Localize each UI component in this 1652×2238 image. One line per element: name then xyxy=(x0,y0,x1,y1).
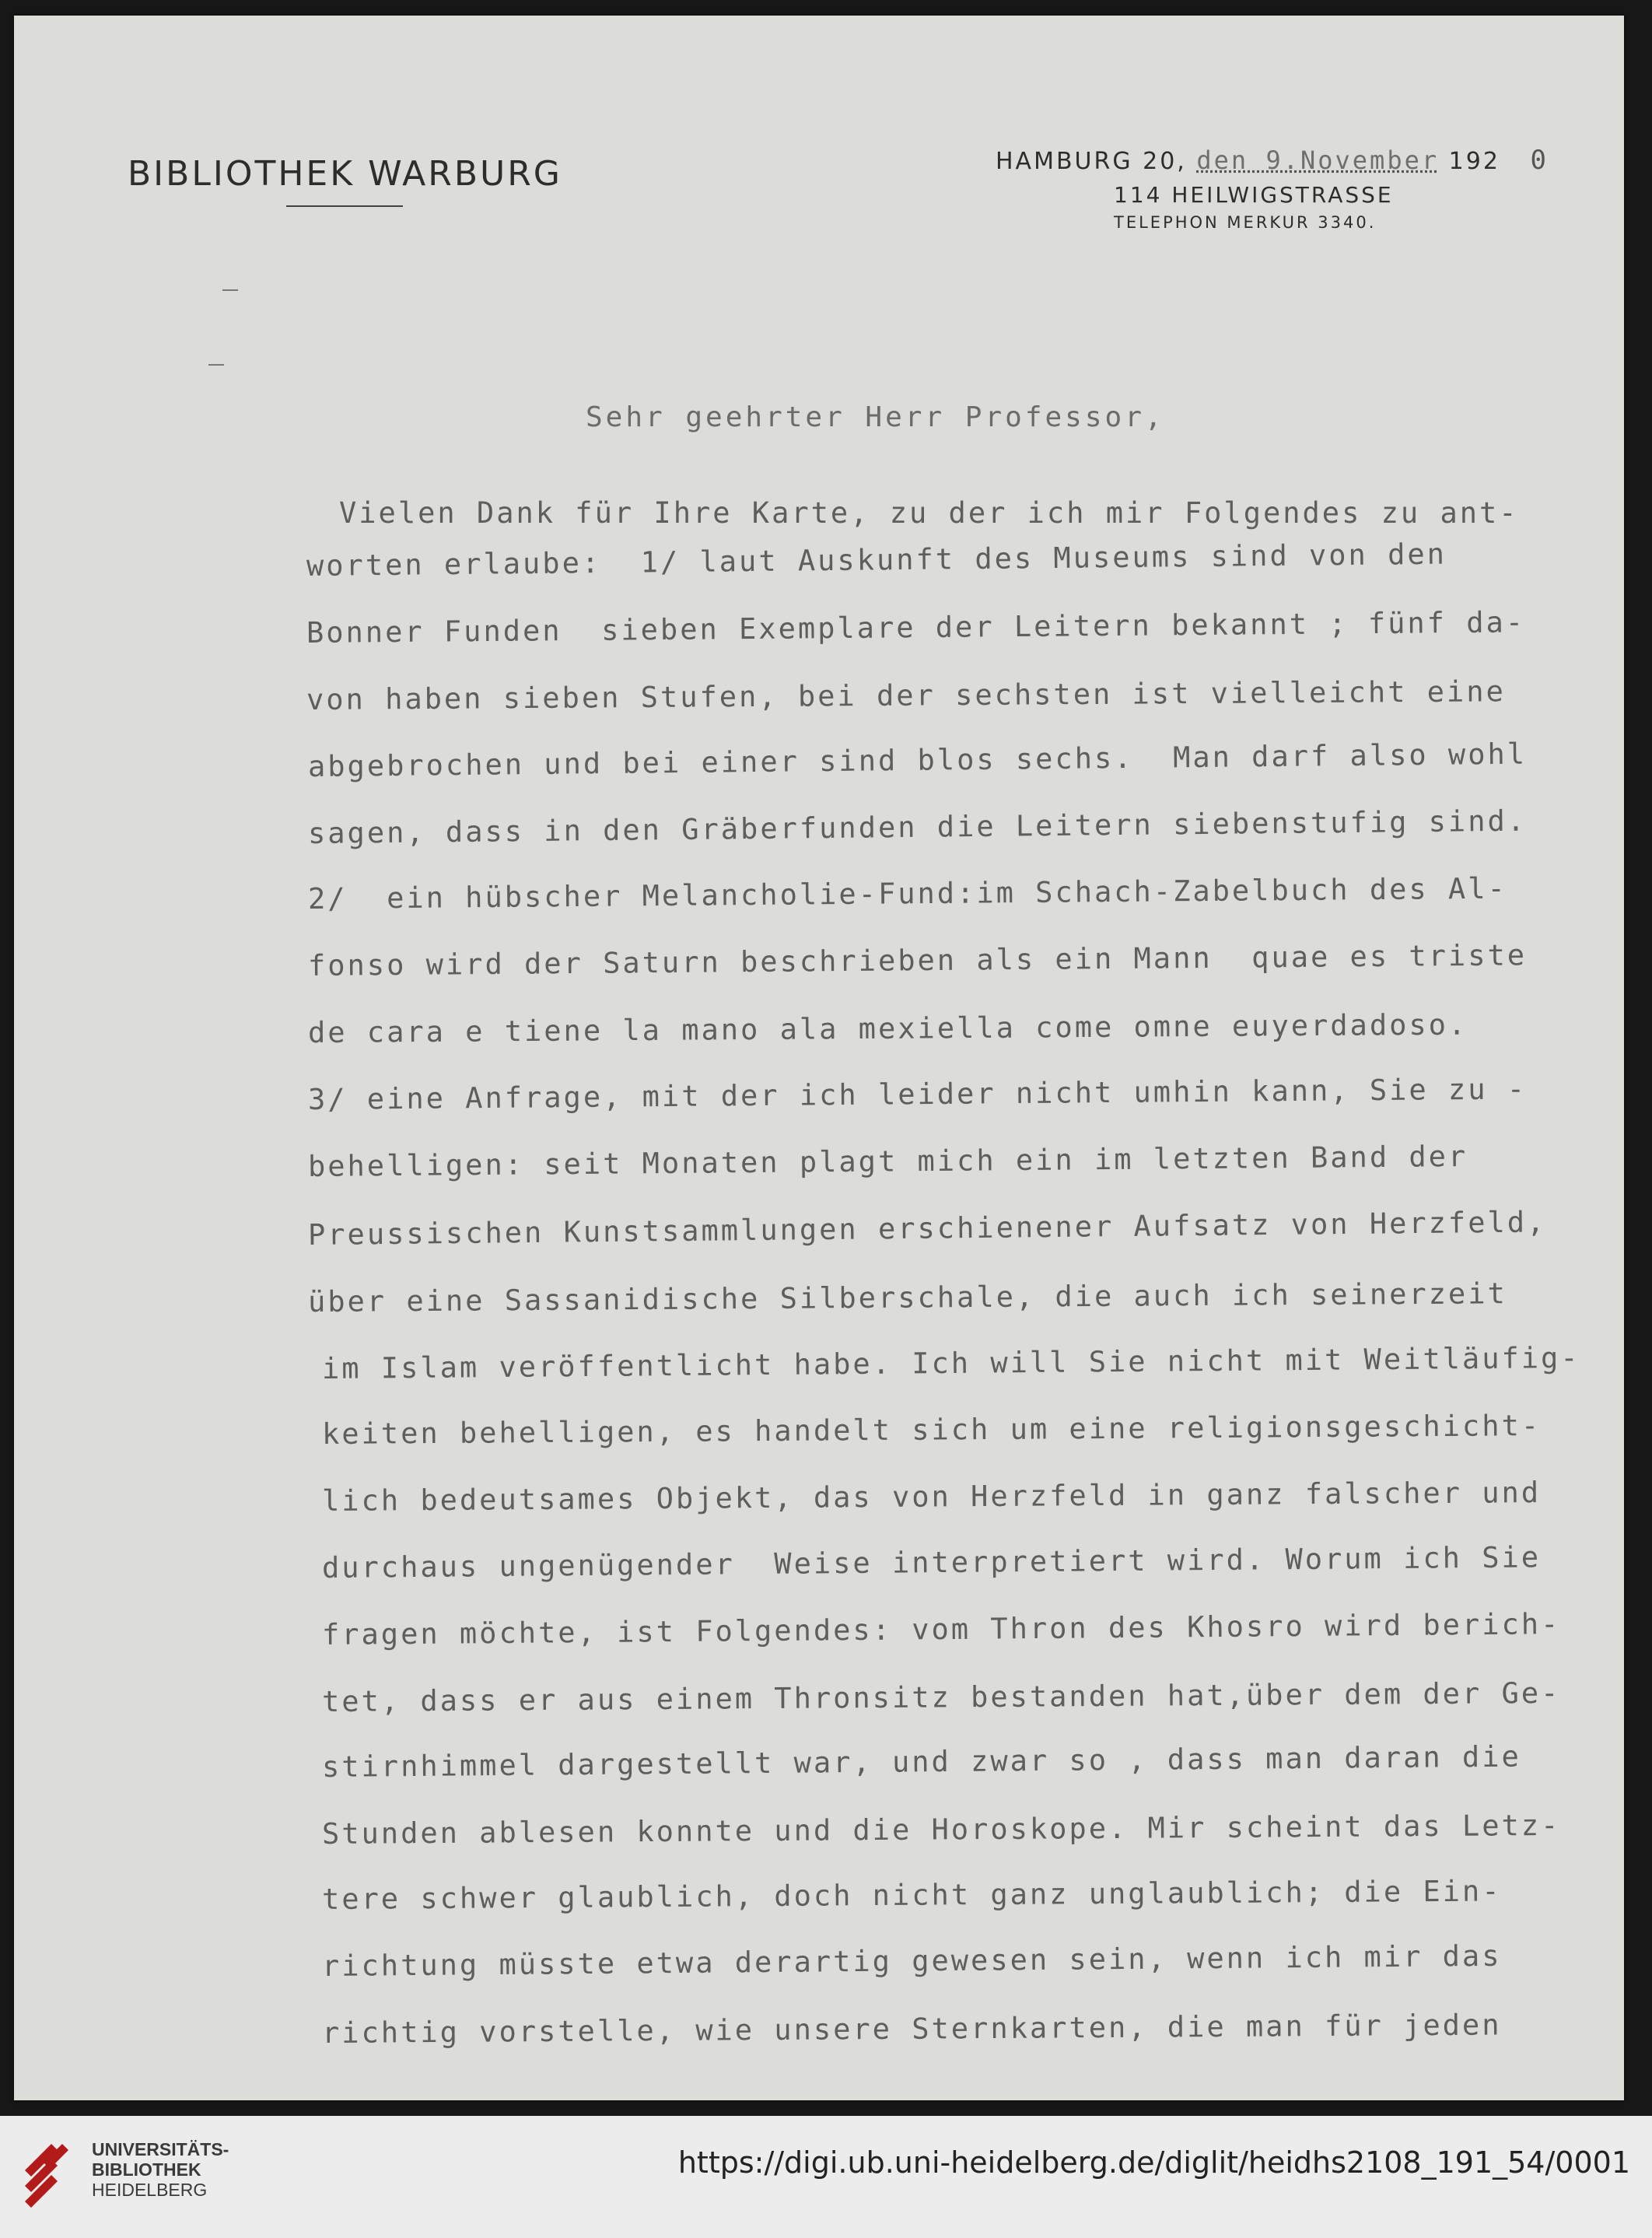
letterhead-year-prefix: 192 xyxy=(1448,148,1500,175)
salutation: Sehr geehrter Herr Professor, xyxy=(586,401,1165,433)
letterhead-telephone: TELEPHON MERKUR 3340. xyxy=(1114,213,1377,232)
letter-line: Preussischen Kunstsammlungen erschienener Aufsatz von Herzfeld, xyxy=(307,1205,1547,1252)
letter-line: worten erlaube: 1/ laut Auskunft des Museums sind von den xyxy=(306,537,1447,583)
letter-line: abgebrochen und bei einer sind blos sechs. Man darf also wohl xyxy=(307,737,1528,783)
margin-mark xyxy=(222,289,238,291)
letter-line: lich bedeutsames Objekt, das von Herzfeld in ganz falscher und xyxy=(321,1476,1542,1518)
letter-line: Vielen Dank für Ihre Karte, zu der ich mir Folgendes zu ant- xyxy=(339,496,1519,530)
letter-line: fonso wird der Saturn beschrieben als ein Mann quae es triste xyxy=(307,938,1528,982)
letter-year-digit: 0 xyxy=(1530,145,1549,176)
university-name xyxy=(92,2139,229,2200)
letter-line: fragen möchte, ist Folgendes: vom Thron des Khosro wird berich- xyxy=(321,1607,1561,1651)
letter-line: stirnhimmel dargestellt war, und zwar so , dass man daran die xyxy=(321,1739,1521,1784)
letterhead-street: 114 HEILWIGSTRASSE xyxy=(1114,182,1394,208)
letter-line: über eine Sassanidische Silberschale, die auch ich seinerzeit xyxy=(307,1277,1507,1319)
letter-line: Stunden ablesen konnte und die Horoskope. Mir scheint das Letz- xyxy=(321,1808,1561,1851)
letterhead-city: HAMBURG 20, xyxy=(996,148,1187,175)
university-name-line2: BIBLIOTHEK xyxy=(92,2159,201,2180)
letter-line: im Islam veröffentlicht habe. Ich will Sie nicht mit Weitläufig- xyxy=(321,1340,1580,1385)
letter-page xyxy=(14,16,1624,2100)
university-logo-icon xyxy=(20,2131,81,2217)
letterhead-city-date xyxy=(996,145,1549,176)
letter-line: richtig vorstelle, wie unsere Sternkarten, die man für jeden xyxy=(321,2008,1502,2050)
letter-line: richtung müsste etwa derartig gewesen sein, wenn ich mir das xyxy=(321,1939,1502,1983)
letter-date: den 9.November xyxy=(1196,145,1440,175)
margin-mark xyxy=(208,364,224,366)
document-url-link[interactable]: https://digi.ub.uni-heidelberg.de/diglit/heidhs2108_191_54/0001 xyxy=(677,2145,1630,2180)
letter-line: behelligen: seit Monaten plagt mich ein im letzten Band der xyxy=(307,1139,1468,1183)
letter-line: tere schwer glaublich, doch nicht ganz unglaublich; die Ein- xyxy=(321,1874,1502,1916)
university-name-line1: UNIVERSITÄTS- xyxy=(92,2139,229,2159)
letter-line: 2/ ein hübscher Melancholie-Fund:im Schach-Zabelbuch des Al- xyxy=(307,871,1507,916)
letterhead-name: BIBLIOTHEK WARBURG xyxy=(128,154,562,194)
university-name-line3: HEIDELBERG xyxy=(92,2180,208,2200)
letter-line: keiten behelligen, es handelt sich um eine religionsgeschicht- xyxy=(321,1409,1542,1451)
letter-line: durchaus ungenügender Weise interpretiert wird. Worum ich Sie xyxy=(321,1540,1542,1585)
letter-line: Bonner Funden sieben Exemplare der Leitern bekannt ; fünf da- xyxy=(306,605,1526,650)
letter-line: von haben sieben Stufen, bei der sechsten ist vielleicht eine xyxy=(306,674,1506,716)
letter-line: tet, dass er aus einem Thronsitz bestanden hat,über dem der Ge- xyxy=(321,1676,1561,1718)
letter-line: de cara e tiene la mano ala mexiella come omne euyerdadoso. xyxy=(307,1007,1468,1049)
letterhead-rule xyxy=(286,205,403,207)
letter-line: sagen, dass in den Gräberfunden die Leitern siebenstufig sind. xyxy=(307,804,1528,850)
letter-line: 3/ eine Anfrage, mit der ich leider nicht umhin kann, Sie zu - xyxy=(307,1072,1528,1116)
